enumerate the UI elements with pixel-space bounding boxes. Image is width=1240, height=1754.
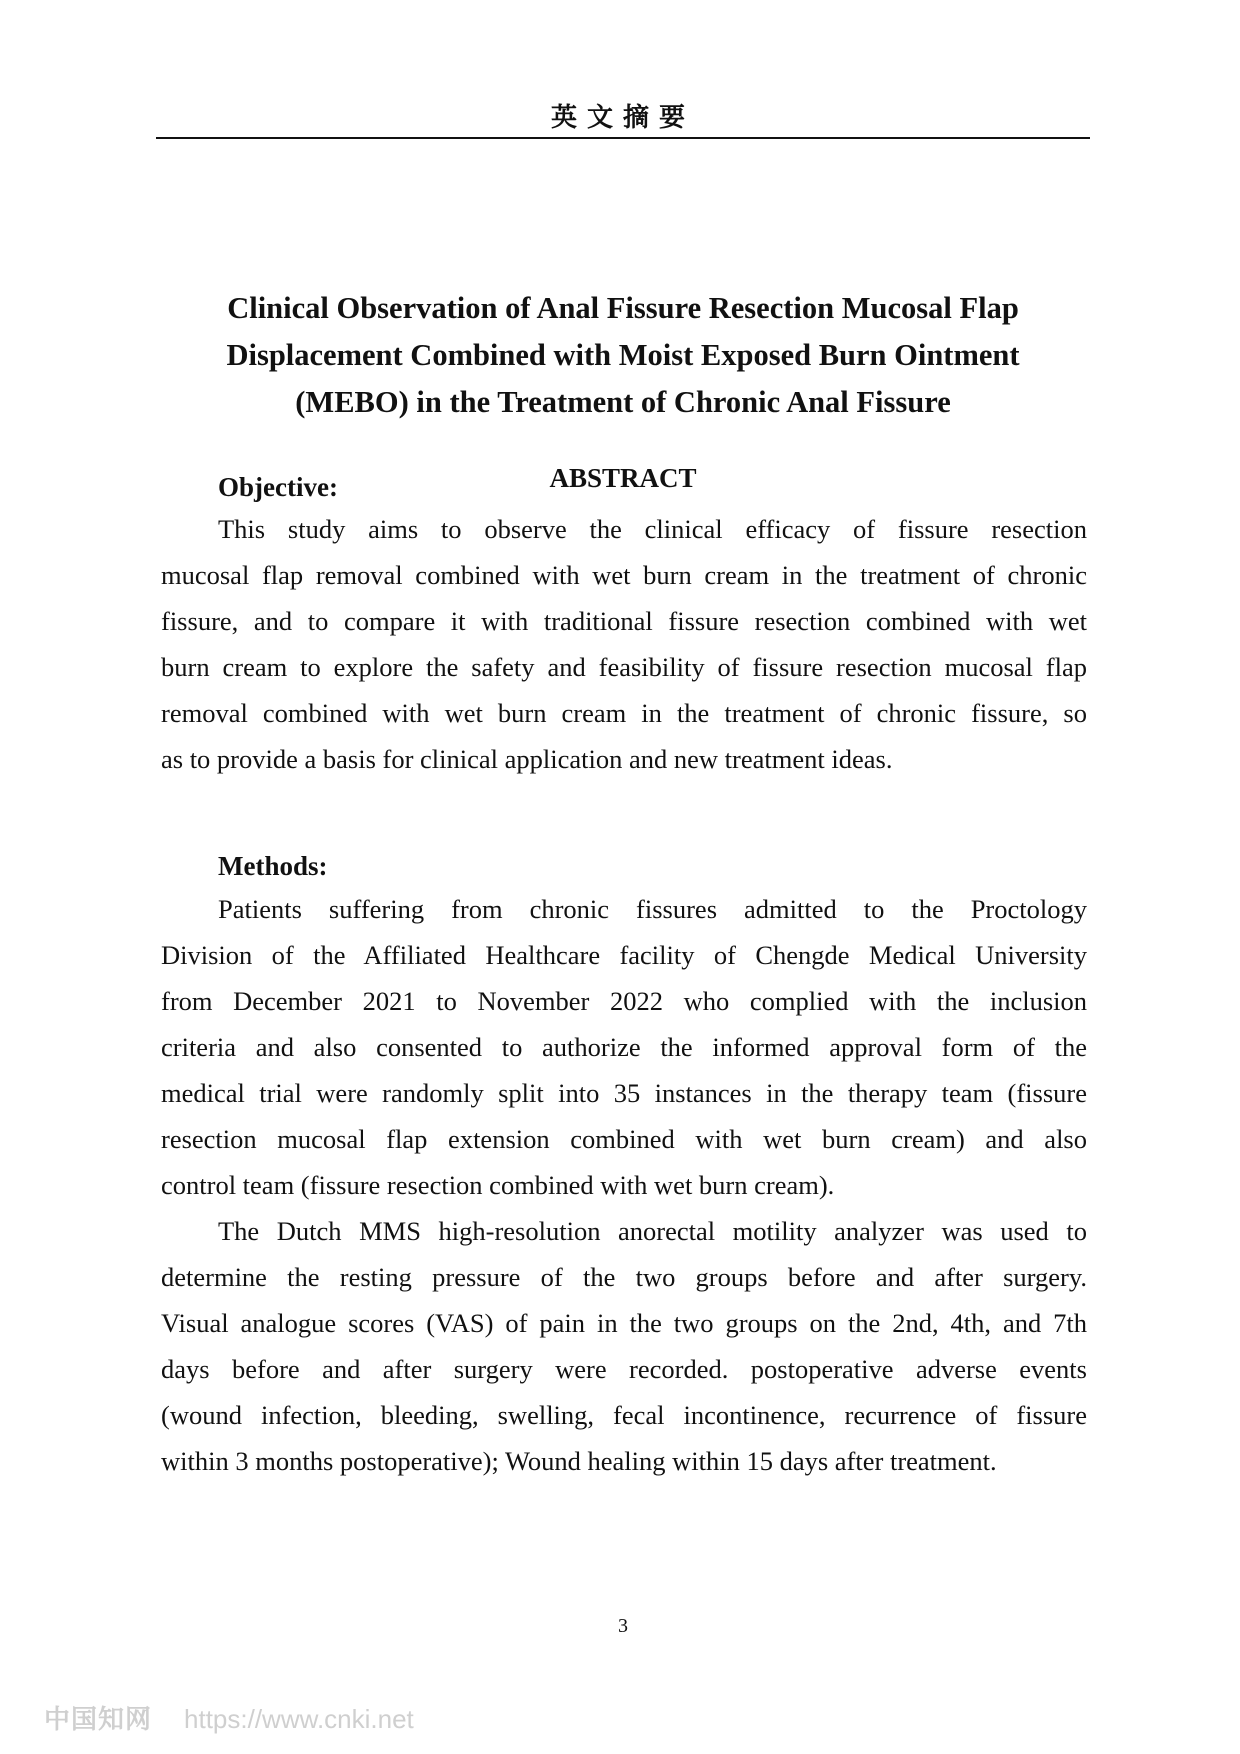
text-line: fissure, and to compare it with traditional fissure resection combined with wet	[161, 606, 1087, 636]
running-header: 英文摘要	[550, 103, 695, 133]
watermark	[44, 1701, 414, 1738]
header-rule	[156, 137, 1090, 139]
text-line: criteria and also consented to authorize the informed approval form of the	[161, 1032, 1087, 1062]
methods-paragraph-1	[161, 886, 1087, 1208]
title-line: Clinical Observation of Anal Fissure Resection Mucosal Flap	[227, 291, 1019, 325]
text-line: within 3 months postoperative); Wound healing within 15 days after treatment.	[161, 1446, 997, 1476]
title-line: (MEBO) in the Treatment of Chronic Anal Fissure	[295, 385, 951, 419]
methods-heading: Methods:	[218, 851, 328, 881]
text-line: The Dutch MMS high-resolution anorectal motility analyzer was used to	[218, 1216, 1087, 1246]
text-line: Visual analogue scores (VAS) of pain in the two groups on the 2nd, 4th, and 7th	[161, 1308, 1087, 1338]
abstract-heading: ABSTRACT	[549, 463, 697, 493]
text-line: This study aims to observe the clinical efficacy of fissure resection	[218, 514, 1087, 544]
text-line: days before and after surgery were recorded. postoperative adverse events	[161, 1354, 1087, 1384]
text-line: as to provide a basis for clinical application and new treatment ideas.	[161, 744, 893, 774]
page-number: 3	[618, 1615, 628, 1637]
text-line: (wound infection, bleeding, swelling, fecal incontinence, recurrence of fissure	[161, 1400, 1087, 1430]
objective-heading: Objective:	[218, 472, 338, 502]
title-line: Displacement Combined with Moist Exposed Burn Ointment	[226, 338, 1020, 372]
text-line: Division of the Affiliated Healthcare facility of Chengde Medical University	[161, 940, 1087, 970]
text-line: Patients suffering from chronic fissures admitted to the Proctology	[218, 894, 1087, 924]
text-line: control team (fissure resection combined with wet burn cream).	[161, 1170, 835, 1200]
paper-title	[156, 285, 1090, 426]
text-line: burn cream to explore the safety and feasibility of fissure resection mucosal flap	[161, 652, 1087, 682]
text-line: mucosal flap removal combined with wet burn cream in the treatment of chronic	[161, 560, 1087, 590]
text-line: resection mucosal flap extension combined with wet burn cream) and also	[161, 1124, 1087, 1154]
methods-paragraph-2	[161, 1208, 1087, 1484]
watermark-brand: 中国知网	[44, 1705, 153, 1735]
text-line: determine the resting pressure of the two groups before and after surgery.	[161, 1262, 1087, 1292]
watermark-url: https://www.cnki.net	[184, 1704, 414, 1734]
text-line: removal combined with wet burn cream in the treatment of chronic fissure, so	[161, 698, 1087, 728]
text-line: from December 2021 to November 2022 who complied with the inclusion	[161, 986, 1087, 1016]
text-line: medical trial were randomly split into 35 instances in the therapy team (fissure	[161, 1078, 1087, 1108]
objective-paragraph	[161, 506, 1087, 782]
